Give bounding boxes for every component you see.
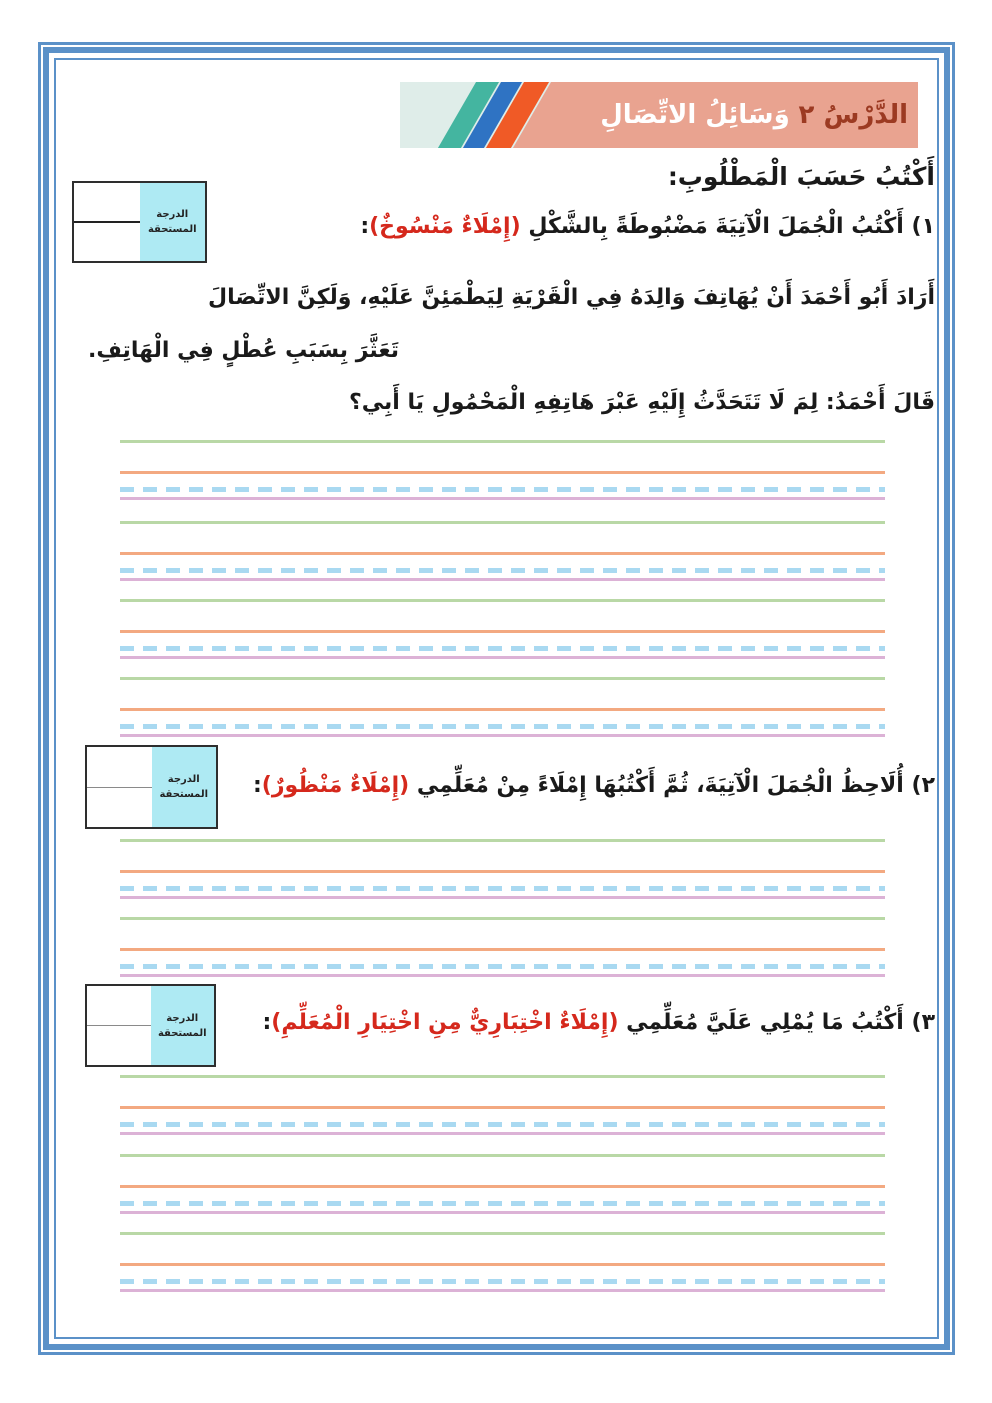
- section-3-heading: [262, 1010, 935, 1035]
- score-cell-earned[interactable]: [74, 183, 140, 223]
- passage-line-2: تَعَثَّرَ بِسَبَبِ عُطْلٍ فِي الْهَاتِفِ.: [88, 338, 400, 363]
- section-3-heading-highlight: (إِمْلَاءٌ اخْتِبَارِيٌّ مِنِ اخْتِيَارِ الْمُعَلِّمِ): [271, 1010, 619, 1035]
- section-1-heading-colon: :: [360, 214, 370, 239]
- score-box-label: [151, 986, 215, 1065]
- score-label-line2: المستحقة: [157, 1027, 207, 1039]
- lesson-number: الدَّرْسُ ٢: [798, 100, 908, 130]
- section-2-heading: [253, 773, 935, 798]
- section-2-heading-colon: :: [252, 773, 262, 798]
- score-cell-total[interactable]: [74, 223, 140, 261]
- score-label-line1: الدرجة: [156, 209, 189, 220]
- passage-line-1: أَرَادَ أَبُو أَحْمَدَ أَنْ يُهَاتِفَ وَالِدَهُ فِي الْقَرْيَةِ لِيَطْمَئِنَّ عَلَيْهِ، وَلَكِنَّ الاتِّصَالَ: [208, 285, 935, 310]
- passage-line-3: قَالَ أَحْمَدُ: لِمَ لَا تَتَحَدَّثُ إِلَيْهِ عَبْرَ هَاتِفِهِ الْمَحْمُولِ يَا أَبِي؟: [349, 390, 935, 415]
- score-cell-total[interactable]: [87, 788, 152, 828]
- score-label-line2: المستحقة: [159, 789, 209, 800]
- score-label-line2: المستحقة: [147, 224, 197, 235]
- score-label-line1: الدرجة: [167, 774, 200, 785]
- section-1-heading: [360, 214, 935, 239]
- score-label-line1: الدرجة: [166, 1012, 199, 1024]
- section-3-heading-text: ٣) أَكْتُبُ مَا يُمْلِي عَلَيَّ مُعَلِّمِي: [618, 1010, 935, 1035]
- score-box-label: [152, 747, 217, 827]
- section-1-heading-highlight: (إِمْلَاءٌ مَنْسُوخٌ): [369, 214, 521, 239]
- score-cell-total[interactable]: [87, 1026, 151, 1065]
- score-cell-earned[interactable]: [87, 747, 152, 788]
- lesson-banner: [400, 82, 918, 148]
- section-2-heading-text: ٢) أُلَاحِظُ الْجُمَلَ الْآتِيَةَ، ثُمَّ أَكْتُبُهَا إِمْلَاءً مِنْ مُعَلِّمِي: [409, 773, 935, 798]
- score-box-3: [85, 984, 216, 1067]
- section-1-heading-text: ١) أَكْتُبُ الْجُمَلَ الْآتِيَةَ مَضْبُوطَةً بِالشَّكْلِ: [520, 214, 935, 239]
- score-box-2: [85, 745, 218, 829]
- section-3-heading-colon: :: [262, 1010, 272, 1035]
- score-cell-earned[interactable]: [87, 986, 151, 1026]
- score-box-1: [72, 181, 207, 263]
- main-instruction: أَكْتُبُ حَسَبَ الْمَطْلُوبِ:: [667, 162, 935, 191]
- score-box-label: [140, 183, 206, 261]
- section-2-heading-highlight: (إِمْلَاءٌ مَنْظُورٌ): [261, 773, 410, 798]
- lesson-title: وَسَائِلُ الاتِّصَالِ: [600, 100, 790, 130]
